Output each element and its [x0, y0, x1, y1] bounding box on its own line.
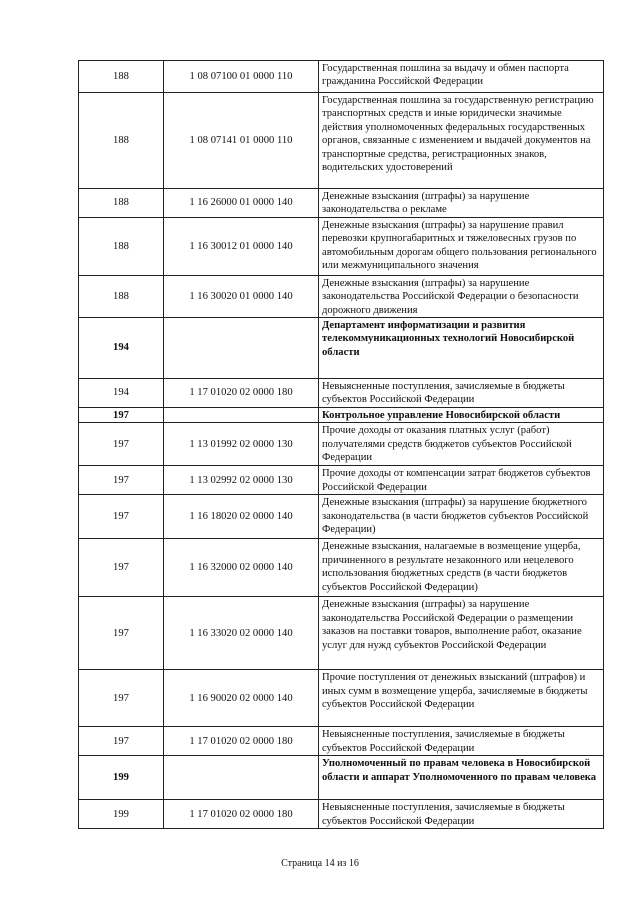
description-cell: Денежные взыскания (штрафы) за нарушение законодательства о рекламе	[319, 189, 604, 218]
table-row	[79, 189, 604, 218]
admin-code-cell: 197	[79, 495, 164, 539]
table-row	[79, 466, 604, 495]
kbk-code-cell	[164, 318, 319, 379]
section-header-row	[79, 408, 604, 423]
admin-code-cell: 197	[79, 408, 164, 423]
page-number-footer: Страница 14 из 16	[281, 858, 359, 869]
description-cell: Денежные взыскания, налагаемые в возмещение ущерба, причиненного в результате незаконного или нецелевого использования бюджетных средств (в части бюджетов субъектов Российской Федерации)	[319, 539, 604, 597]
description-cell: Денежные взыскания (штрафы) за нарушение законодательства Российской Федерации о безопасности дорожного движения	[319, 275, 604, 317]
admin-code-cell: 194	[79, 379, 164, 408]
description-cell: Денежные взыскания (штрафы) за нарушение законодательства Российской Федерации о размещении заказов на поставки товаров, выполнение работ, оказание услуг для нужд субъектов Российской Федерации	[319, 597, 604, 670]
admin-code-cell: 188	[79, 217, 164, 275]
table-row	[79, 727, 604, 756]
description-cell: Прочие поступления от денежных взысканий (штрафов) и иных сумм в возмещение ущерба, зачисляемые в бюджеты субъектов Российской Федерации	[319, 670, 604, 727]
table-row	[79, 275, 604, 317]
kbk-code-cell: 1 16 18020 02 0000 140	[164, 495, 319, 539]
admin-code-cell: 199	[79, 756, 164, 800]
table-row	[79, 61, 604, 93]
kbk-code-cell: 1 16 30020 01 0000 140	[164, 275, 319, 317]
description-cell: Прочие доходы от компенсации затрат бюджетов субъектов Российской Федерации	[319, 466, 604, 495]
admin-code-cell: 199	[79, 800, 164, 829]
admin-code-cell: 197	[79, 466, 164, 495]
kbk-code-cell: 1 13 02992 02 0000 130	[164, 466, 319, 495]
description-cell: Государственная пошлина за государственную регистрацию транспортных средств и иные юридически значимые действия уполномоченных федеральных государственных органов, связанные с изменением и выдачей документов на транспортные средства, регистрационных знаков, водительских удостоверений	[319, 93, 604, 189]
table-row	[79, 379, 604, 408]
admin-code-cell: 197	[79, 423, 164, 466]
kbk-code-cell: 1 16 26000 01 0000 140	[164, 189, 319, 218]
table-row	[79, 423, 604, 466]
revenue-code-table	[78, 60, 604, 829]
kbk-code-cell: 1 17 01020 02 0000 180	[164, 727, 319, 756]
description-cell: Невыясненные поступления, зачисляемые в бюджеты субъектов Российской Федерации	[319, 800, 604, 829]
section-header-row	[79, 318, 604, 379]
kbk-code-cell: 1 08 07141 01 0000 110	[164, 93, 319, 189]
kbk-code-cell: 1 08 07100 01 0000 110	[164, 61, 319, 93]
table-row	[79, 217, 604, 275]
admin-code-cell: 188	[79, 61, 164, 93]
kbk-code-cell: 1 17 01020 02 0000 180	[164, 379, 319, 408]
kbk-code-cell: 1 16 33020 02 0000 140	[164, 597, 319, 670]
section-title-cell: Уполномоченный по правам человека в Новосибирской области и аппарат Уполномоченного по правам человека	[319, 756, 604, 800]
kbk-code-cell	[164, 408, 319, 423]
admin-code-cell: 197	[79, 670, 164, 727]
table-row	[79, 597, 604, 670]
table-row	[79, 539, 604, 597]
description-cell: Невыясненные поступления, зачисляемые в бюджеты субъектов Российской Федерации	[319, 379, 604, 408]
description-cell: Прочие доходы от оказания платных услуг (работ) получателями средств бюджетов субъектов Российской Федерации	[319, 423, 604, 466]
admin-code-cell: 197	[79, 727, 164, 756]
section-title-cell: Департамент информатизации и развития телекоммуникационных технологий Новосибирской области	[319, 318, 604, 379]
kbk-code-cell: 1 16 30012 01 0000 140	[164, 217, 319, 275]
admin-code-cell: 197	[79, 539, 164, 597]
kbk-code-cell: 1 16 90020 02 0000 140	[164, 670, 319, 727]
kbk-code-cell: 1 17 01020 02 0000 180	[164, 800, 319, 829]
table-row	[79, 93, 604, 189]
admin-code-cell: 194	[79, 318, 164, 379]
admin-code-cell: 188	[79, 93, 164, 189]
description-cell: Денежные взыскания (штрафы) за нарушение бюджетного законодательства (в части бюджетов субъектов Российской Федерации)	[319, 495, 604, 539]
admin-code-cell: 197	[79, 597, 164, 670]
kbk-code-cell	[164, 756, 319, 800]
kbk-code-cell: 1 13 01992 02 0000 130	[164, 423, 319, 466]
table-row	[79, 495, 604, 539]
description-cell: Денежные взыскания (штрафы) за нарушение правил перевозки крупногабаритных и тяжеловесных грузов по автомобильным дорогам общего пользования регионального или межмуниципального значения	[319, 217, 604, 275]
table-row	[79, 800, 604, 829]
admin-code-cell: 188	[79, 189, 164, 218]
table-row	[79, 670, 604, 727]
description-cell: Невыясненные поступления, зачисляемые в бюджеты субъектов Российской Федерации	[319, 727, 604, 756]
section-header-row	[79, 756, 604, 800]
description-cell: Государственная пошлина за выдачу и обмен паспорта гражданина Российской Федерации	[319, 61, 604, 93]
kbk-code-cell: 1 16 32000 02 0000 140	[164, 539, 319, 597]
section-title-cell: Контрольное управление Новосибирской области	[319, 408, 604, 423]
admin-code-cell: 188	[79, 275, 164, 317]
